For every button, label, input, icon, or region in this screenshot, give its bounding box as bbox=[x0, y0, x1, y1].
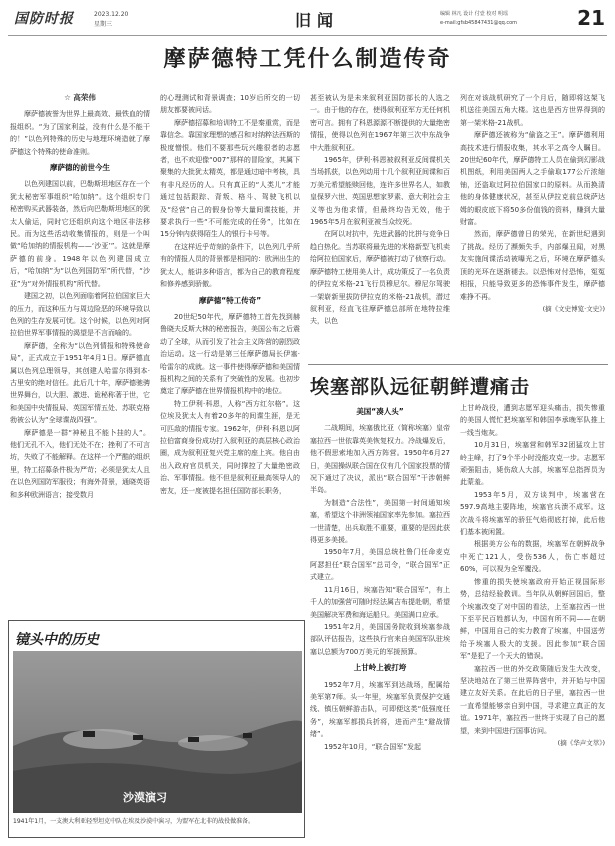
subheading: 上甘岭上被打垮 bbox=[353, 663, 407, 673]
divider bbox=[308, 364, 608, 365]
paragraph: 上甘岭战役，遭到志愿军迎头痛击，损失惨重的美国人慌忙把埃塞军和韩国李承晚军队推上一线当炮灰。 bbox=[460, 404, 605, 437]
paragraph: 惨重的损失使埃塞政府开始正视国际形势，总结经验教训。当年队从朝鲜回国后，整个埃塞改变了对中国的看法，上至塞拉西一世下至平民百姓都认为，中国有所不同——在朝鲜，中国用自己的实力教育了埃塞，中国送劳给予埃塞人极大的支援。因此参加“联合国军”是犯了一个天大的错误。 bbox=[460, 577, 605, 661]
photo-section-label: 镜头中的历史 bbox=[15, 632, 99, 648]
paragraph: 摩萨德被誉为世界上最高效、最铁血的情报组织。“为了国家利益，没有什么是不能干的！”以色列特殊的历史与地理环境造就了摩萨德这个特殊的使命准则。 bbox=[10, 110, 150, 156]
article1-title: 摩萨德特工凭什么制造传奇 bbox=[163, 47, 452, 72]
paragraph: 列在对该战机研究了一个月后，随即将这架飞机送往美国五角大楼。这也是西方世界得到的第一架米格-21战机。 bbox=[460, 94, 605, 127]
paragraph: 以色列建国以前，巴勒斯坦地区存在一个犹太秘密军事组织“哈加纳”。这个组织专门秘密购买武器装备，然后向巴勒斯坦地区的犹太人偷运，同时它还组织向这个地区非法移民。而为这些活动收集情报的，则是一个叫做“哈加纳的情报机构——‘沙亚’”。这就是摩萨德的前身。1948年以色列建国成立后，“哈加纳”为“以色列国防军”所代替，“沙亚”为“对外情报机构”所代替。 bbox=[10, 180, 150, 288]
paragraph: 10月31日，埃塞营和韩军32团猛攻上甘岭主峰，打了9个半小时没能攻克一步。志愿军顽强阻击，毙伤敌人大部，埃塞军总指挥员为此蒙羞。 bbox=[460, 441, 605, 487]
date-text: 2023.12.20 bbox=[94, 11, 129, 18]
article1-column-4 bbox=[460, 92, 605, 362]
paragraph: 1950年7月，美国总统杜鲁门任命麦克阿瑟担任“联合国军”总司令，“联合国军”正式建立。 bbox=[310, 548, 450, 582]
article1-author: ☆ 高荣伟 bbox=[64, 93, 96, 102]
section-title: 旧闻 bbox=[295, 11, 340, 30]
newspaper-logo: 国防时报 bbox=[14, 11, 74, 27]
article1-source: (摘《文史博览·文史》) bbox=[542, 304, 605, 313]
paragraph: 1951年2月，美国国务院收到埃塞参战部队评估报告，这些执行官来自美国军队驻埃塞以总额为700万美元的军援预算。 bbox=[310, 622, 450, 656]
paragraph: 二战期间，埃塞俄比亚（简称埃塞）皇帝塞拉西一世依靠英美恢复权力。冷战爆发后，他不假思索地加入西方阵营。1950年6月27日，美国操纵联合国在仅有几个国家投票的情况下通过了决议，派出“联合国军”干涉朝鲜半岛。 bbox=[310, 424, 450, 495]
history-photo-box bbox=[8, 620, 305, 838]
article2-column-1 bbox=[310, 402, 450, 842]
article1-column-2 bbox=[160, 92, 300, 617]
photo-caption: 1941年1月，一支澳大利亚轻型坦克中队在埃及沙漠中演习，为盟军在北非的战役做准备。 bbox=[13, 818, 255, 825]
paragraph: 在阿以对抗中，先进武器的比拼与竞争日趋白热化。当苏联将最先进的米格新型飞机卖给阿拉伯国家后，摩萨德被打动了侦察行动。摩萨德特工使用美人计，成功策反了一名负责的伊拉克米格-21飞行员穆尼尔。穆尼尔驾驶一架崭新里拔防伊拉克的米格-21战机，潜过叙利亚，经直飞往摩萨德总部所在地特拉维夫，以色 bbox=[310, 230, 450, 326]
paragraph: 然而，摩萨德曾日的荣光，在新世纪遇到了挑战。经历了濒频失手，内部爆丑闻，对黑友实施间谍活动被曝光之后，环境在摩萨德头顶的光环在逐渐褪去。以恐怖对付恐怖，冤冤相报，只能导致更多的恐怖事件发生，摩萨德难挣不再。 bbox=[460, 230, 605, 301]
page-header bbox=[8, 6, 607, 36]
paragraph: 甚至被认为是未来叙利亚国防部长的人选之一。由于他的存在，使得叙利亚军方无任何机密可言。拥有了科恩源源不断提供的大量绝密情报，使得以色列在1967年第三次中东战争中大胜叙利亚。 bbox=[310, 94, 450, 152]
photo-overlay-text: 沙漠演习 bbox=[123, 791, 167, 804]
subheading: 摩萨德“特工传奇” bbox=[198, 295, 262, 305]
email-line: e-mail:gfsb45847431@qq.com bbox=[440, 20, 518, 26]
subheading: 美国“凑人头” bbox=[356, 407, 404, 416]
article1-column-1 bbox=[10, 92, 150, 617]
article2-column-2 bbox=[460, 402, 605, 842]
article2-title: 埃塞部队远征朝鲜遭痛击 bbox=[310, 376, 531, 398]
paragraph: 摩萨德还被称为“偷盗之王”。摩萨德利用高技术进行情报收集，其水平之高令人瞩目。20世纪60年代，摩萨德特工人员在偷到幻影战机图纸，利用美国两人之手偷取177公斤浓缩铀，还盗取过阿拉伯国家口的原料。从而换清他的身体健康状况，甚至从伊拉克前总统萨达姆的眼皮底下将50多份值钱的资料，赚到大量财富。 bbox=[460, 131, 605, 227]
issue-date bbox=[94, 10, 128, 30]
paragraph: 的心理测试和背景调查；10岁后所交的一切朋友都要被问话。 bbox=[160, 94, 300, 115]
paragraph: 11月16日，埃塞告知“联合国军”，有上千人的加强营可随时经法属吉布提赴朝，希望美国解决军费和海运船只。美国满口应承。 bbox=[310, 585, 450, 619]
paragraph: 建国之初，以色列面临着阿拉伯国家巨大的压力，而这种压力与周边险恶的环境导致以色列的生存发展可忧。这个时候，以色列对阿拉伯世界军事情报的渴望是不言而喻的。 bbox=[10, 292, 150, 338]
editor-line: 编辑 林凡 设计 付壹 校对 明瑶 bbox=[440, 11, 508, 17]
paragraph: 特工伊利·科恩，人称“西方红尔格”。这位埃及犹太人有着20多年的间谍生涯，是无可匹敌的情报专家。1962年，伊利·科恩以阿拉伯富商身份成功打入叙利亚的高层核心政治圈，成为叙利亚复兴党主席的座上宾。他自由出入政府官员机关，同时撑控了大量绝密政治、军事情报。他不但是叙利亚最高领导人的密友，还一度被提名担任国防部长职务， bbox=[160, 399, 300, 495]
paragraph: 20世纪50年代，摩萨德特工首先找到赫鲁晓夫反斯大林的秘密报告，美国公布之后震动了全球，从而引发了社会主义阵营的剧烈政治运动。这一行动是第三任摩萨德局长伊塞·哈雷尔的成就。这一事件使得摩萨德和美国情报机构之间的关系有了突破性的发展。也初步奠定了摩萨德在世界情报机构中的地位。 bbox=[160, 312, 300, 396]
paragraph: 1953年5月，双方谈判中，埃塞营在597.9高地主要阵地，埃塞官兵溃不成军。这次战斗将埃塞军的骄狂气焰彻底打掉，此后他们基本被闲置。 bbox=[460, 490, 605, 537]
paragraph: 1952年7月，埃塞军到达战场，配属给美军第7师。头一年里，埃塞军负责保护交通线、镇压朝鲜游击队，可即便这类“低强度任务”，埃塞军都损兵折将，进而产生“避战情绪”。 bbox=[310, 680, 450, 739]
article2-source: (摘《华声文萃》) bbox=[557, 738, 605, 747]
paragraph: 摩萨德招募和培训特工不是秦重赏，而是靠信念。靠国家理想的感召和对纳粹法西斯的极度憎恨。他们不要那些玩兴趣很者的志愿者，也不欢迎像“007”那样的冒险家，其属下聚集的大批犹太精英，都是通过暗中考核，具有非凡经历的人。只有真正的“人类儿”才能通过包括跟踪、背叛、格斗、驾驶飞机以及“经营”自己的假身份等大量间谍技能，并要求执行一些“不可能完成的任务”，比如在15分钟内获得陌生人的银行卡号等。 bbox=[160, 118, 300, 239]
desert-photo bbox=[13, 651, 302, 813]
paragraph: 在这样近乎苛刻的条件下，以色列几乎所有的情报人员的背景都是相同的：欧洲出生的犹太人，能讲多种语言，都为自己的教育程度和修养感到骄傲。 bbox=[160, 242, 300, 289]
editor-info bbox=[440, 10, 580, 28]
paragraph: 根据美方公布的数据，埃塞军在朝鲜战争中死亡121人，受伤536人，伤亡率超过60%，可以视为全军覆没。 bbox=[460, 540, 605, 574]
article1-column-3 bbox=[310, 92, 450, 362]
paragraph: 为制造“合法性”，美国第一时间通知埃塞，希望这个非洲领袖国家率先参加。塞拉西一世清楚，出兵取胜不重要，重要的是因此获得更多美援。 bbox=[310, 498, 450, 545]
page-number: 21 bbox=[577, 6, 605, 30]
weekday-text: 星期三 bbox=[94, 21, 113, 28]
paragraph: 塞拉西一世的外交政策随后发生大改变，坚决地站在了第三世界阵营中，并开始与中国建立友好关系。在此后的日子里，塞拉西一世一直希望能够亲自到中国，寻求建立真正的友谊。1971年，塞拉西一世终于实现了自己的愿望，来到中国进行国事访问。 bbox=[460, 664, 605, 735]
paragraph: 摩萨德是一群“神秘且不能卜挂的人”。他们无孔不入，他们无处不在；挫利了不可言坊，失败了不能解释。在这样一个严酷的组织里，特工招募条件极为严苛；必须是犹太人且在以色列国防军服役；有海外背景，通晓英语和多种欧洲语言；接受数月 bbox=[10, 428, 150, 499]
subheading: 摩萨德的前世今生 bbox=[50, 163, 110, 173]
paragraph: 摩萨德，全称为“以色列情报和特殊使命局”，正式成立于1951年4月1日。摩萨德直属以色列总理领导，其创建人哈雷尔得到本·古里安的绝对信任。此后几十年，摩萨德驰骋世界舞台，以大胆、激进、诡秘称著于世，它和美国中央情报局、英国军情五处、苏联克格勃被公认为“全球谍战四强”。 bbox=[10, 341, 150, 425]
paragraph: 1965年，伊利·科恩被叙利亚反间谍机关当场抓获，以色列动用十几个叙利亚间谍和百万美元希望能赎回他，连许多世界名人，如教皇保罗六世、英国思想家罗素、意大利社会主义等也为他求情，但最终均告无效，他于1965年5月在叙利亚被当众绞死。 bbox=[310, 156, 450, 227]
paragraph: 1952年10月，“联合国军”发起 bbox=[324, 742, 421, 751]
